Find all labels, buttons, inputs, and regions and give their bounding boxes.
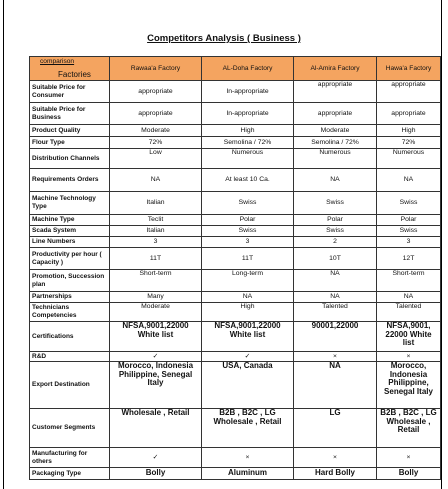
table-cell: High	[202, 125, 294, 137]
row-label: Line Numbers	[30, 237, 110, 248]
row-label: Suitable Price for Consumer	[30, 81, 110, 103]
row-label: Flour Type	[30, 137, 110, 149]
row-label: Distribution Channels	[30, 149, 110, 169]
table-cell: In-appropriate	[202, 103, 294, 125]
table-row	[30, 352, 441, 362]
table-cell: Talented	[377, 303, 441, 322]
table-row	[30, 169, 441, 192]
table-cell: High	[202, 303, 294, 322]
row-label: Export Destination	[30, 362, 110, 409]
table-cell: Swiss	[202, 192, 294, 215]
table-cell: 72%	[110, 137, 202, 149]
table-cell: NA	[294, 169, 377, 192]
table-cell: 10T	[294, 248, 377, 270]
table-cell: Swiss	[377, 226, 441, 237]
row-label: Machine Type	[30, 215, 110, 226]
table-row	[30, 362, 441, 409]
table-cell: NFSA,9001,22000 White list	[202, 322, 294, 352]
table-row	[30, 215, 441, 226]
table-cell: ×	[294, 352, 377, 362]
table-cell: Morocco, Indonesia Philippine, Senegal Italy	[110, 362, 202, 409]
table-cell: 90001,22000	[294, 322, 377, 352]
column-header: Al-Amira Factory	[294, 57, 377, 81]
table-row	[30, 248, 441, 270]
table-cell: At least 10 Ca.	[202, 169, 294, 192]
column-header: AL-Doha Factory	[202, 57, 294, 81]
table-cell: Numerous	[202, 149, 294, 169]
row-label: Suitable Price for Business	[30, 103, 110, 125]
page-title: Competitors Analysis ( Business )	[147, 33, 301, 44]
table-cell: ✓	[202, 352, 294, 362]
table-cell: Short-term	[377, 270, 441, 292]
table-cell: appropriate	[294, 103, 377, 125]
row-label: Promotion, Succession plan	[30, 270, 110, 292]
column-header: Rawaa'a Factory	[110, 57, 202, 81]
table-cell: Teclit	[110, 215, 202, 226]
row-label: Productivity per hour ( Capacity )	[30, 248, 110, 270]
table-cell: Polar	[202, 215, 294, 226]
table-row	[30, 149, 441, 169]
table-cell: USA, Canada	[202, 362, 294, 409]
table-row	[30, 81, 441, 103]
table-cell: Italian	[110, 226, 202, 237]
row-label: Product Quality	[30, 125, 110, 137]
table-cell: Moderate	[110, 125, 202, 137]
table-cell: LG	[294, 409, 377, 448]
table-cell: Long-term	[202, 270, 294, 292]
table-cell: Low	[110, 149, 202, 169]
table-cell: Moderate	[294, 125, 377, 137]
table-cell: NA	[294, 292, 377, 303]
table-row	[30, 303, 441, 322]
table-cell: B2B , B2C , LG Wholesale , Retail	[202, 409, 294, 448]
table-cell: ×	[294, 448, 377, 468]
row-label: R&D	[30, 352, 110, 362]
table-cell: NA	[202, 292, 294, 303]
row-label: Certifications	[30, 322, 110, 352]
table-row	[30, 409, 441, 448]
column-header: Hawa'a Factory	[377, 57, 441, 81]
table-row	[30, 468, 441, 480]
table-cell: Italian	[110, 192, 202, 215]
page-border-right	[441, 0, 442, 489]
table-cell: Short-term	[110, 270, 202, 292]
row-label: Customer Segments	[30, 409, 110, 448]
competitors-table	[29, 56, 441, 480]
row-label: Manufacturing for others	[30, 448, 110, 468]
row-label: Packaging Type	[30, 468, 110, 480]
table-cell: 3	[202, 237, 294, 248]
table-cell: Polar	[377, 215, 441, 226]
table-cell: NA	[110, 169, 202, 192]
table-cell: appropriate	[377, 81, 441, 103]
table-cell: 11T	[110, 248, 202, 270]
table-cell: Moderate	[110, 303, 202, 322]
table-cell: NA	[377, 169, 441, 192]
table-cell: NA	[294, 270, 377, 292]
table-cell: ✓	[110, 352, 202, 362]
table-cell: Morocco, Indonesia Philippine, Senegal Italy	[377, 362, 441, 409]
table-row	[30, 292, 441, 303]
table-cell: B2B , B2C , LG Wholesale , Retail	[377, 409, 441, 448]
row-label: Scada System	[30, 226, 110, 237]
corner-bottom-label: Factories	[58, 70, 91, 79]
table-cell: 2	[294, 237, 377, 248]
table-cell: NFSA,9001, 22000 White list	[377, 322, 441, 352]
table-cell: appropriate	[377, 103, 441, 125]
table-cell: ×	[377, 352, 441, 362]
table-cell: Swiss	[377, 192, 441, 215]
table-cell: Swiss	[202, 226, 294, 237]
corner-header-cell	[30, 57, 110, 81]
row-label: Machine Technology Type	[30, 192, 110, 215]
table-cell: NA	[294, 362, 377, 409]
table-row	[30, 125, 441, 137]
table-cell: ×	[377, 448, 441, 468]
table-row	[30, 137, 441, 149]
table-cell: Bolly	[110, 468, 202, 480]
table-cell: 3	[377, 237, 441, 248]
table-header-row	[30, 57, 441, 81]
table-cell: 12T	[377, 248, 441, 270]
row-label: Partnerships	[30, 292, 110, 303]
table-cell: NA	[377, 292, 441, 303]
table-row	[30, 448, 441, 468]
table-cell: Swiss	[294, 192, 377, 215]
table-cell: 11T	[202, 248, 294, 270]
table-row	[30, 237, 441, 248]
table-cell: Bolly	[377, 468, 441, 480]
table-cell: Swiss	[294, 226, 377, 237]
table-cell: appropriate	[110, 103, 202, 125]
table-cell: Wholesale , Retail	[110, 409, 202, 448]
table-row	[30, 226, 441, 237]
table-row	[30, 270, 441, 292]
table-cell: Hard Bolly	[294, 468, 377, 480]
table-cell: Polar	[294, 215, 377, 226]
table-cell: High	[377, 125, 441, 137]
table-cell: Semolina / 72%	[294, 137, 377, 149]
table-cell: Numerous	[377, 149, 441, 169]
table-cell: ✓	[110, 448, 202, 468]
table-row	[30, 322, 441, 352]
table-cell: Aluminum	[202, 468, 294, 480]
table-cell: NFSA,9001,22000 White list	[110, 322, 202, 352]
page-border-left	[3, 0, 4, 489]
table-cell: 72%	[377, 137, 441, 149]
table-cell: In-appropriate	[202, 81, 294, 103]
row-label: Requirements Orders	[30, 169, 110, 192]
table-cell: appropriate	[294, 81, 377, 103]
table-cell: Talented	[294, 303, 377, 322]
table-row	[30, 192, 441, 215]
table-cell: 3	[110, 237, 202, 248]
table-cell: ×	[202, 448, 294, 468]
corner-top-label: comparison	[40, 58, 75, 65]
table-cell: appropriate	[110, 81, 202, 103]
table-row	[30, 103, 441, 125]
row-label: Technicians Competencies	[30, 303, 110, 322]
table-cell: Numerous	[294, 149, 377, 169]
table-cell: Many	[110, 292, 202, 303]
table-cell: Semolina / 72%	[202, 137, 294, 149]
